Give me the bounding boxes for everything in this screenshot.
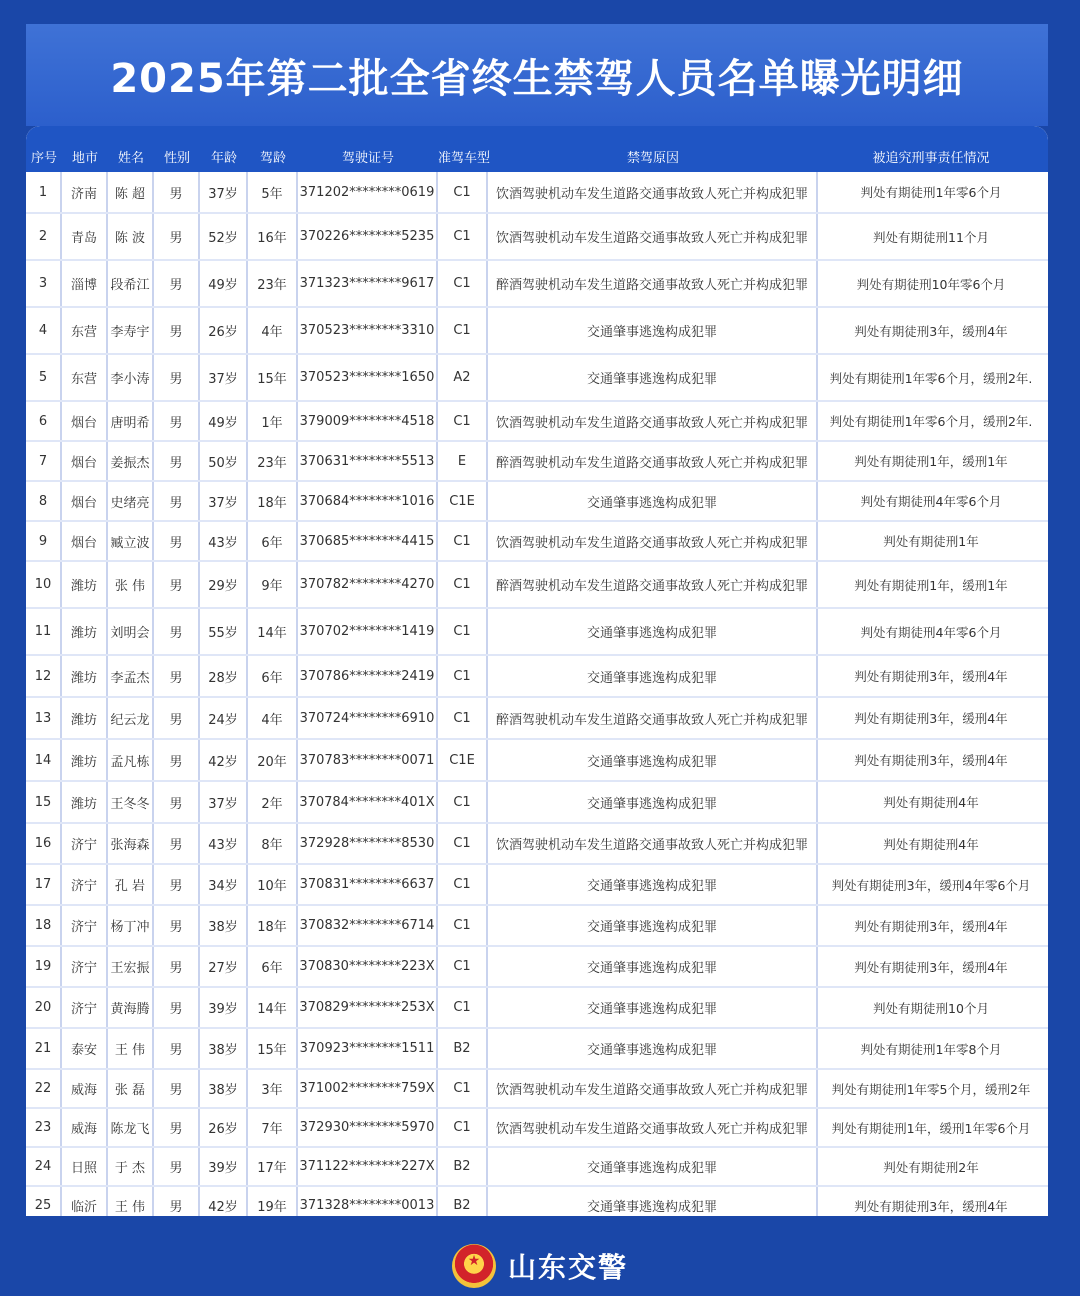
cell-driving-years: 23年	[248, 261, 298, 306]
cell-age: 52岁	[200, 214, 248, 259]
cell-gender: 男	[154, 782, 200, 822]
cell-age: 27岁	[200, 947, 248, 986]
cell-name: 于 杰	[108, 1148, 154, 1185]
cell-vehicle-class: C1	[438, 906, 488, 945]
cell-license-no: 370684********1016	[298, 482, 438, 520]
cell-ban-reason: 交通肇事逃逸构成犯罪	[488, 482, 818, 520]
cell-age: 37岁	[200, 482, 248, 520]
cell-vehicle-class: C1	[438, 824, 488, 863]
cell-index: 18	[26, 906, 62, 945]
cell-city: 济宁	[62, 906, 108, 945]
cell-vehicle-class: C1	[438, 562, 488, 607]
cell-gender: 男	[154, 261, 200, 306]
cell-driving-years: 4年	[248, 698, 298, 738]
cell-driving-years: 19年	[248, 1187, 298, 1216]
cell-license-no: 370923********1511	[298, 1029, 438, 1068]
cell-vehicle-class: C1	[438, 522, 488, 560]
cell-index: 7	[26, 442, 62, 480]
cell-age: 39岁	[200, 988, 248, 1027]
cell-index: 4	[26, 308, 62, 353]
table-row	[26, 261, 1048, 306]
cell-driving-years: 10年	[248, 865, 298, 904]
cell-city: 烟台	[62, 522, 108, 560]
cell-criminal-liability: 判处有期徒刑3年，缓刑4年	[854, 323, 1008, 339]
cell-index: 14	[26, 740, 62, 780]
cell-license-no: 372928********8530	[298, 824, 438, 863]
cell-index: 3	[26, 261, 62, 306]
cell-driving-years: 6年	[248, 656, 298, 696]
cell-city: 威海	[62, 1070, 108, 1107]
cell-name: 孟凡栋	[108, 740, 154, 780]
table-row	[26, 402, 1048, 440]
cell-ban-reason: 饮酒驾驶机动车发生道路交通事故致人死亡并构成犯罪	[488, 172, 818, 212]
cell-name: 臧立波	[108, 522, 154, 560]
cell-city: 潍坊	[62, 782, 108, 822]
cell-name: 杨丁冲	[108, 906, 154, 945]
cell-ban-reason: 交通肇事逃逸构成犯罪	[488, 782, 818, 822]
cell-license-no: 371202********0619	[298, 172, 438, 212]
table-body	[26, 172, 1048, 1216]
cell-age: 37岁	[200, 172, 248, 212]
cell-age: 29岁	[200, 562, 248, 607]
cell-criminal-liability: 判处有期徒刑3年，缓刑4年	[854, 1198, 1008, 1214]
cell-ban-reason: 交通肇事逃逸构成犯罪	[488, 988, 818, 1027]
cell-license-no: 371122********227X	[298, 1148, 438, 1185]
cell-criminal-liability: 判处有期徒刑1年，缓刑1年	[854, 454, 1008, 469]
cell-driving-years: 6年	[248, 522, 298, 560]
cell-city: 潍坊	[62, 656, 108, 696]
cell-vehicle-class: B2	[438, 1187, 488, 1216]
cell-license-no: 370685********4415	[298, 522, 438, 560]
cell-gender: 男	[154, 1070, 200, 1107]
table-row	[26, 442, 1048, 480]
cell-driving-years: 18年	[248, 906, 298, 945]
col-header-driving-years: 驾龄	[259, 150, 286, 166]
cell-license-no: 371002********759X	[298, 1070, 438, 1107]
cell-gender: 男	[154, 698, 200, 738]
cell-criminal-liability: 判处有期徒刑1年	[883, 534, 979, 549]
cell-age: 24岁	[200, 698, 248, 738]
cell-vehicle-class: C1	[438, 609, 488, 654]
cell-criminal-liability: 判处有期徒刑1年零8个月	[860, 1041, 1002, 1057]
cell-vehicle-class: C1	[438, 308, 488, 353]
table-row	[26, 656, 1048, 696]
col-header-license-no: 驾驶证号	[341, 150, 394, 166]
cell-gender: 男	[154, 402, 200, 440]
cell-name: 陈 波	[108, 214, 154, 259]
cell-name: 纪云龙	[108, 698, 154, 738]
cell-age: 43岁	[200, 522, 248, 560]
cell-gender: 男	[154, 609, 200, 654]
cell-vehicle-class: C1	[438, 402, 488, 440]
cell-license-no: 370783********0071	[298, 740, 438, 780]
cell-age: 42岁	[200, 740, 248, 780]
cell-vehicle-class: C1	[438, 214, 488, 259]
cell-ban-reason: 醉酒驾驶机动车发生道路交通事故致人死亡并构成犯罪	[488, 442, 818, 480]
cell-city: 济宁	[62, 824, 108, 863]
cell-license-no: 370523********1650	[298, 355, 438, 400]
cell-gender: 男	[154, 1148, 200, 1185]
cell-vehicle-class: C1	[438, 1109, 488, 1146]
table-row	[26, 1148, 1048, 1185]
cell-driving-years: 18年	[248, 482, 298, 520]
cell-city: 济宁	[62, 947, 108, 986]
cell-index: 25	[26, 1187, 62, 1216]
cell-name: 刘明会	[108, 609, 154, 654]
cell-vehicle-class: C1	[438, 988, 488, 1027]
cell-ban-reason: 饮酒驾驶机动车发生道路交通事故致人死亡并构成犯罪	[488, 522, 818, 560]
cell-ban-reason: 饮酒驾驶机动车发生道路交通事故致人死亡并构成犯罪	[488, 214, 818, 259]
cell-ban-reason: 饮酒驾驶机动车发生道路交通事故致人死亡并构成犯罪	[488, 1070, 818, 1107]
col-header-ban-reason: 禁驾原因	[626, 150, 679, 166]
cell-vehicle-class: E	[438, 442, 488, 480]
cell-criminal-liability: 判处有期徒刑4年零6个月	[860, 494, 1002, 509]
cell-name: 陈龙飞	[108, 1109, 154, 1146]
cell-ban-reason: 醉酒驾驶机动车发生道路交通事故致人死亡并构成犯罪	[488, 261, 818, 306]
cell-city: 东营	[62, 308, 108, 353]
cell-ban-reason: 饮酒驾驶机动车发生道路交通事故致人死亡并构成犯罪	[488, 1109, 818, 1146]
cell-criminal-liability: 判处有期徒刑3年，缓刑4年	[854, 753, 1008, 768]
cell-age: 26岁	[200, 1109, 248, 1146]
cell-index: 1	[26, 172, 62, 212]
cell-criminal-liability: 判处有期徒刑4年	[883, 836, 979, 852]
cell-ban-reason: 饮酒驾驶机动车发生道路交通事故致人死亡并构成犯罪	[488, 824, 818, 863]
cell-driving-years: 7年	[248, 1109, 298, 1146]
cell-index: 8	[26, 482, 62, 520]
table-row	[26, 906, 1048, 945]
table-row	[26, 1109, 1048, 1146]
cell-index: 16	[26, 824, 62, 863]
cell-vehicle-class: C1	[438, 172, 488, 212]
table-row	[26, 522, 1048, 560]
cell-license-no: 371323********9617	[298, 261, 438, 306]
col-header-city: 地市	[71, 150, 98, 166]
cell-gender: 男	[154, 214, 200, 259]
cell-driving-years: 14年	[248, 988, 298, 1027]
cell-driving-years: 2年	[248, 782, 298, 822]
cell-ban-reason: 交通肇事逃逸构成犯罪	[488, 947, 818, 986]
cell-ban-reason: 交通肇事逃逸构成犯罪	[488, 609, 818, 654]
cell-license-no: 370830********223X	[298, 947, 438, 986]
blacklist-table	[26, 126, 1048, 1216]
cell-license-no: 370786********2419	[298, 656, 438, 696]
cell-name: 孔 岩	[108, 865, 154, 904]
cell-name: 段希江	[108, 261, 154, 306]
cell-criminal-liability: 判处有期徒刑1年零6个月	[860, 185, 1002, 200]
cell-criminal-liability: 判处有期徒刑3年，缓刑4年	[854, 669, 1008, 684]
cell-index: 22	[26, 1070, 62, 1107]
table-row	[26, 214, 1048, 259]
col-header-criminal-liability: 被追究刑事责任情况	[872, 150, 990, 166]
cell-gender: 男	[154, 1109, 200, 1146]
table-row	[26, 740, 1048, 780]
cell-city: 潍坊	[62, 609, 108, 654]
table-row	[26, 698, 1048, 738]
cell-index: 11	[26, 609, 62, 654]
cell-city: 威海	[62, 1109, 108, 1146]
cell-age: 49岁	[200, 402, 248, 440]
cell-gender: 男	[154, 740, 200, 780]
cell-name: 张 磊	[108, 1070, 154, 1107]
cell-license-no: 370831********6637	[298, 865, 438, 904]
cell-license-no: 370523********3310	[298, 308, 438, 353]
cell-name: 张 伟	[108, 562, 154, 607]
cell-gender: 男	[154, 656, 200, 696]
table-row	[26, 1029, 1048, 1068]
cell-gender: 男	[154, 947, 200, 986]
table-row	[26, 562, 1048, 607]
cell-age: 37岁	[200, 355, 248, 400]
cell-city: 济南	[62, 172, 108, 212]
footer-brand: 山东交警	[507, 1251, 628, 1284]
cell-age: 34岁	[200, 865, 248, 904]
cell-driving-years: 20年	[248, 740, 298, 780]
table-row	[26, 1187, 1048, 1216]
cell-driving-years: 3年	[248, 1070, 298, 1107]
cell-criminal-liability: 判处有期徒刑10个月	[873, 1000, 989, 1016]
cell-ban-reason: 饮酒驾驶机动车发生道路交通事故致人死亡并构成犯罪	[488, 402, 818, 440]
cell-index: 19	[26, 947, 62, 986]
cell-name: 王 伟	[108, 1029, 154, 1068]
cell-age: 55岁	[200, 609, 248, 654]
cell-driving-years: 1年	[248, 402, 298, 440]
cell-vehicle-class: A2	[438, 355, 488, 400]
cell-ban-reason: 交通肇事逃逸构成犯罪	[488, 1148, 818, 1185]
cell-gender: 男	[154, 172, 200, 212]
table-row	[26, 1070, 1048, 1107]
cell-vehicle-class: C1	[438, 782, 488, 822]
cell-license-no: 370631********5513	[298, 442, 438, 480]
cell-city: 烟台	[62, 402, 108, 440]
table-row	[26, 308, 1048, 353]
cell-city: 潍坊	[62, 740, 108, 780]
cell-index: 5	[26, 355, 62, 400]
cell-vehicle-class: C1	[438, 947, 488, 986]
page-title: 2025年第二批全省终生禁驾人员名单曝光明细	[110, 55, 964, 102]
cell-ban-reason: 醉酒驾驶机动车发生道路交通事故致人死亡并构成犯罪	[488, 698, 818, 738]
cell-license-no: 370784********401X	[298, 782, 438, 822]
cell-name: 唐明希	[108, 402, 154, 440]
footer	[0, 1236, 1080, 1296]
cell-gender: 男	[154, 988, 200, 1027]
police-emblem-icon	[452, 1244, 496, 1288]
cell-license-no: 370702********1419	[298, 609, 438, 654]
cell-city: 泰安	[62, 1029, 108, 1068]
cell-criminal-liability: 判处有期徒刑3年，缓刑4年	[854, 959, 1008, 975]
cell-vehicle-class: C1	[438, 865, 488, 904]
cell-criminal-liability: 判处有期徒刑2年	[883, 1159, 979, 1175]
cell-criminal-liability: 判处有期徒刑1年，缓刑1年	[854, 577, 1008, 593]
cell-criminal-liability: 判处有期徒刑4年	[883, 795, 979, 810]
cell-age: 50岁	[200, 442, 248, 480]
cell-driving-years: 4年	[248, 308, 298, 353]
cell-name: 史绪亮	[108, 482, 154, 520]
cell-name: 王冬冬	[108, 782, 154, 822]
cell-criminal-liability: 判处有期徒刑11个月	[873, 229, 989, 245]
cell-criminal-liability: 判处有期徒刑10年零6个月	[856, 276, 1006, 292]
cell-name: 李小涛	[108, 355, 154, 400]
cell-index: 12	[26, 656, 62, 696]
cell-gender: 男	[154, 522, 200, 560]
table-row	[26, 782, 1048, 822]
cell-ban-reason: 交通肇事逃逸构成犯罪	[488, 355, 818, 400]
cell-index: 13	[26, 698, 62, 738]
cell-vehicle-class: C1E	[438, 482, 488, 520]
cell-city: 潍坊	[62, 698, 108, 738]
cell-driving-years: 8年	[248, 824, 298, 863]
cell-license-no: 370782********4270	[298, 562, 438, 607]
cell-gender: 男	[154, 1029, 200, 1068]
cell-city: 济宁	[62, 865, 108, 904]
cell-license-no: 370832********6714	[298, 906, 438, 945]
cell-gender: 男	[154, 308, 200, 353]
cell-vehicle-class: C1	[438, 261, 488, 306]
cell-ban-reason: 醉酒驾驶机动车发生道路交通事故致人死亡并构成犯罪	[488, 562, 818, 607]
cell-license-no: 370724********6910	[298, 698, 438, 738]
cell-name: 张海森	[108, 824, 154, 863]
cell-driving-years: 17年	[248, 1148, 298, 1185]
cell-name: 黄海腾	[108, 988, 154, 1027]
cell-vehicle-class: B2	[438, 1148, 488, 1185]
cell-index: 6	[26, 402, 62, 440]
cell-gender: 男	[154, 906, 200, 945]
cell-criminal-liability: 判处有期徒刑4年零6个月	[860, 624, 1002, 640]
cell-gender: 男	[154, 442, 200, 480]
col-header-age: 年龄	[210, 150, 237, 166]
cell-gender: 男	[154, 824, 200, 863]
table-header	[26, 126, 1048, 172]
cell-index: 2	[26, 214, 62, 259]
cell-ban-reason: 交通肇事逃逸构成犯罪	[488, 308, 818, 353]
cell-name: 李寿宇	[108, 308, 154, 353]
cell-index: 24	[26, 1148, 62, 1185]
cell-city: 日照	[62, 1148, 108, 1185]
cell-age: 42岁	[200, 1187, 248, 1216]
table-row	[26, 609, 1048, 654]
cell-criminal-liability: 判处有期徒刑1年零6个月，缓刑2年.	[829, 414, 1033, 429]
cell-gender: 男	[154, 1187, 200, 1216]
cell-name: 李孟杰	[108, 656, 154, 696]
cell-vehicle-class: C1	[438, 1070, 488, 1107]
cell-criminal-liability: 判处有期徒刑1年零5个月，缓刑2年	[831, 1081, 1031, 1097]
table-row	[26, 172, 1048, 212]
cell-criminal-liability: 判处有期徒刑3年，缓刑4年零6个月	[831, 877, 1031, 893]
cell-name: 王 伟	[108, 1187, 154, 1216]
cell-driving-years: 16年	[248, 214, 298, 259]
cell-criminal-liability: 判处有期徒刑1年零6个月，缓刑2年.	[829, 370, 1033, 386]
cell-license-no: 370226********5235	[298, 214, 438, 259]
cell-vehicle-class: C1E	[438, 740, 488, 780]
cell-age: 37岁	[200, 782, 248, 822]
cell-city: 青岛	[62, 214, 108, 259]
table-row	[26, 988, 1048, 1027]
cell-index: 23	[26, 1109, 62, 1146]
cell-city: 临沂	[62, 1187, 108, 1216]
cell-ban-reason: 交通肇事逃逸构成犯罪	[488, 865, 818, 904]
cell-driving-years: 5年	[248, 172, 298, 212]
cell-city: 淄博	[62, 261, 108, 306]
cell-license-no: 372930********5970	[298, 1109, 438, 1146]
cell-vehicle-class: C1	[438, 698, 488, 738]
cell-name: 陈 超	[108, 172, 154, 212]
cell-city: 烟台	[62, 482, 108, 520]
cell-city: 济宁	[62, 988, 108, 1027]
cell-driving-years: 15年	[248, 1029, 298, 1068]
cell-index: 9	[26, 522, 62, 560]
cell-age: 28岁	[200, 656, 248, 696]
cell-driving-years: 6年	[248, 947, 298, 986]
cell-index: 21	[26, 1029, 62, 1068]
cell-gender: 男	[154, 355, 200, 400]
cell-ban-reason: 交通肇事逃逸构成犯罪	[488, 740, 818, 780]
cell-index: 17	[26, 865, 62, 904]
cell-vehicle-class: B2	[438, 1029, 488, 1068]
cell-index: 20	[26, 988, 62, 1027]
cell-driving-years: 9年	[248, 562, 298, 607]
cell-city: 潍坊	[62, 562, 108, 607]
cell-age: 39岁	[200, 1148, 248, 1185]
col-header-vehicle-class: 准驾车型	[438, 150, 491, 166]
cell-criminal-liability: 判处有期徒刑3年，缓刑4年	[854, 918, 1008, 934]
table-row	[26, 865, 1048, 904]
cell-age: 49岁	[200, 261, 248, 306]
cell-age: 38岁	[200, 906, 248, 945]
cell-age: 43岁	[200, 824, 248, 863]
cell-criminal-liability: 判处有期徒刑3年，缓刑4年	[854, 711, 1008, 726]
title-banner	[26, 24, 1048, 126]
cell-name: 王宏振	[108, 947, 154, 986]
cell-driving-years: 14年	[248, 609, 298, 654]
cell-ban-reason: 交通肇事逃逸构成犯罪	[488, 906, 818, 945]
col-header-index: 序号	[30, 150, 57, 166]
cell-gender: 男	[154, 562, 200, 607]
col-header-gender: 性别	[163, 150, 190, 166]
cell-license-no: 371328********0013	[298, 1187, 438, 1216]
cell-city: 东营	[62, 355, 108, 400]
cell-city: 烟台	[62, 442, 108, 480]
cell-license-no: 370829********253X	[298, 988, 438, 1027]
cell-ban-reason: 交通肇事逃逸构成犯罪	[488, 656, 818, 696]
table-row	[26, 947, 1048, 986]
cell-name: 姜振杰	[108, 442, 154, 480]
table-row	[26, 824, 1048, 863]
cell-criminal-liability: 判处有期徒刑1年，缓刑1年零6个月	[831, 1120, 1031, 1136]
cell-ban-reason: 交通肇事逃逸构成犯罪	[488, 1187, 818, 1216]
cell-gender: 男	[154, 482, 200, 520]
cell-license-no: 379009********4518	[298, 402, 438, 440]
cell-index: 15	[26, 782, 62, 822]
cell-gender: 男	[154, 865, 200, 904]
table-row	[26, 355, 1048, 400]
cell-ban-reason: 交通肇事逃逸构成犯罪	[488, 1029, 818, 1068]
cell-driving-years: 15年	[248, 355, 298, 400]
col-header-name: 姓名	[117, 150, 144, 166]
cell-index: 10	[26, 562, 62, 607]
cell-driving-years: 23年	[248, 442, 298, 480]
cell-vehicle-class: C1	[438, 656, 488, 696]
cell-age: 26岁	[200, 308, 248, 353]
table-row	[26, 482, 1048, 520]
cell-age: 38岁	[200, 1029, 248, 1068]
cell-age: 38岁	[200, 1070, 248, 1107]
